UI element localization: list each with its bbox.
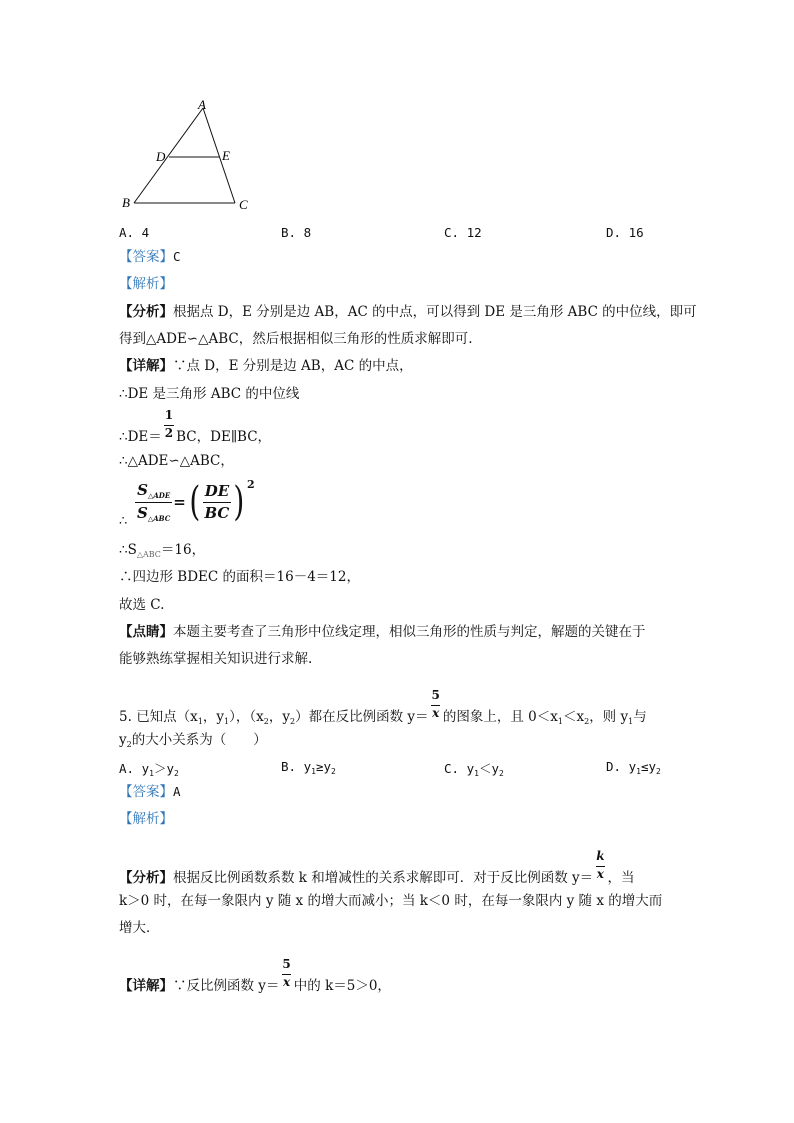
equals-sign: = — [173, 493, 186, 511]
fraction-5-over-x — [281, 957, 291, 989]
q5-option-d: D. $y_1\le y_2$ — [606, 759, 661, 776]
q4-option-b: B. 8 — [281, 225, 312, 240]
q4-dianjing-line1 — [119, 623, 646, 641]
q5-option-c: C. $y_1<y_2$ — [444, 761, 504, 778]
left-paren: ( — [189, 479, 201, 525]
therefore-symbol: ∴ — [119, 514, 128, 529]
q4-xiangjie-line1 — [119, 357, 413, 375]
point-c-label: C — [239, 197, 248, 212]
q4-step1: ∴DE 是三角形 ABC 的中位线 — [119, 386, 300, 402]
stem-text: ），（x — [229, 709, 264, 725]
stem-text: ，y — [202, 709, 225, 725]
subscript: 2 — [263, 717, 269, 726]
point-b-label: B — [122, 195, 130, 210]
q4-step2 — [119, 408, 272, 451]
stem-text: 的大小关系为（ ） — [131, 732, 267, 748]
fenxi-text: 根据反比例函数系数 k 和增减性的关系求解即可．对于反比例函数 y＝ — [173, 870, 594, 886]
q5-option-a: A. $y_1>y_2$ — [119, 761, 179, 778]
frac-den: x — [596, 867, 604, 881]
answer-value: C — [173, 249, 181, 264]
point-e-label: E — [222, 148, 230, 163]
subscript: 2 — [126, 740, 132, 749]
q5-xiangjie — [119, 957, 391, 1000]
question-number: 5. — [119, 709, 132, 725]
q4-step5 — [119, 541, 205, 564]
subscript-abc: △ABC — [136, 550, 161, 559]
q5-stem-line1 — [119, 688, 647, 731]
frac-num: 5 — [431, 688, 440, 702]
q5-option-b: B. $y_1\ge y_2$ — [281, 759, 336, 776]
side-ratio-fraction — [202, 483, 231, 521]
frac-den: x — [432, 706, 440, 720]
q4-step6: ∴四边形 BDEC 的面积＝16－4＝12， — [119, 569, 360, 585]
xiangjie-text: ∵反比例函数 y＝ — [173, 978, 280, 994]
s-symbol: S — [137, 480, 148, 499]
q4-option-d: D. 16 — [606, 225, 644, 240]
stem-text: 已知点（x — [136, 709, 198, 725]
q5-fenxi-line3: 增大． — [119, 920, 160, 936]
frac-den: BC — [204, 503, 230, 522]
step5-prefix: ∴S — [119, 542, 137, 558]
dianjing-label: 【点睛】 — [119, 624, 173, 640]
answer-label: 【答案】 — [119, 784, 173, 800]
q5-answer — [119, 783, 181, 801]
xiangjie-text: 中的 k＝5＞0， — [293, 978, 391, 994]
dianjing-text: 本题主要考查了三角形中位线定理，相似三角形的性质与判定，解题的关键在于 — [173, 624, 646, 640]
right-paren: ) — [233, 479, 245, 525]
subscript: 2 — [290, 717, 296, 726]
step5-suffix: ＝16， — [160, 542, 206, 558]
xiangjie-label: 【详解】 — [119, 978, 173, 994]
q4-fenxi-line1 — [119, 303, 697, 321]
fraction-one-half — [164, 408, 174, 440]
q5-analysis-heading — [119, 810, 173, 828]
q4-step3: ∴△ADE∽△ABC， — [119, 453, 234, 469]
q4-option-a: A. 4 — [119, 225, 150, 240]
fenxi-text: 根据点 D，E 分别是边 AB，AC 的中点，可以得到 DE 是三角形 ABC 的中位线，即可 — [173, 304, 697, 320]
stem-text: ，则 y — [589, 709, 629, 725]
q4-dianjing-line2: 能够熟练掌握相关知识进行求解. — [119, 651, 313, 667]
exponent: 2 — [246, 478, 255, 491]
q4-fenxi-line2: 得到△ADE∽△ABC，然后根据相似三角形的性质求解即可. — [119, 331, 473, 347]
stem-text: 与 — [633, 709, 647, 725]
stem-text: ，y — [268, 709, 290, 725]
subscript-abc: △ABC — [147, 513, 171, 523]
answer-value: A — [173, 784, 181, 799]
triangle-abc-figure — [110, 90, 270, 220]
fenxi-text: ，当 — [607, 870, 635, 886]
frac-num: 1 — [164, 408, 174, 422]
xiangjie-text: ∵点 D，E 分别是边 AB，AC 的中点， — [173, 358, 413, 374]
subscript: 1 — [557, 717, 563, 726]
frac-num: 5 — [282, 957, 291, 971]
stem-text: y — [119, 732, 127, 748]
q4-answer — [119, 248, 181, 266]
subscript: 1 — [197, 717, 203, 726]
xiangjie-label: 【详解】 — [119, 358, 173, 374]
q5-fenxi-line1 — [119, 849, 635, 892]
point-a-label: A — [198, 97, 206, 112]
answer-label: 【答案】 — [119, 249, 173, 265]
q5-stem-line2 — [119, 731, 267, 754]
stem-text: ）都在反比例函数 y＝ — [295, 709, 429, 725]
step2-suffix: BC，DE∥BC， — [176, 429, 272, 445]
q4-step7: 故选 C. — [119, 597, 165, 613]
subscript: 1 — [628, 717, 634, 726]
stem-text: 的图象上，且 0＜x — [442, 709, 558, 725]
analysis-label: 【解析】 — [119, 811, 173, 827]
analysis-label: 【解析】 — [119, 276, 173, 292]
stem-text: ＜x — [562, 709, 585, 725]
fraction-5-over-x — [431, 688, 441, 720]
point-d-label: D — [156, 149, 166, 164]
fraction-k-over-x — [595, 849, 605, 881]
q4-option-c: C. 12 — [444, 225, 482, 240]
q5-fenxi-line2: k＞0 时，在每一象限内 y 随 x 的增大而减小；当 k＜0 时，在每一象限内 y 随 x 的增大而 — [119, 893, 663, 909]
s-symbol: S — [137, 503, 148, 522]
area-ratio-equation — [135, 476, 255, 528]
frac-num: k — [596, 849, 605, 863]
frac-num: DE — [203, 483, 231, 503]
frac-den: x — [283, 975, 291, 989]
frac-den: 2 — [164, 426, 174, 440]
q4-analysis-heading — [119, 275, 173, 293]
fenxi-label: 【分析】 — [119, 304, 173, 320]
area-ratio-fraction — [135, 482, 172, 522]
subscript-ade: △ADE — [147, 490, 171, 500]
fenxi-label: 【分析】 — [119, 870, 173, 886]
subscript: 2 — [584, 717, 590, 726]
step2-prefix: ∴DE＝ — [119, 429, 162, 445]
subscript: 1 — [224, 717, 230, 726]
